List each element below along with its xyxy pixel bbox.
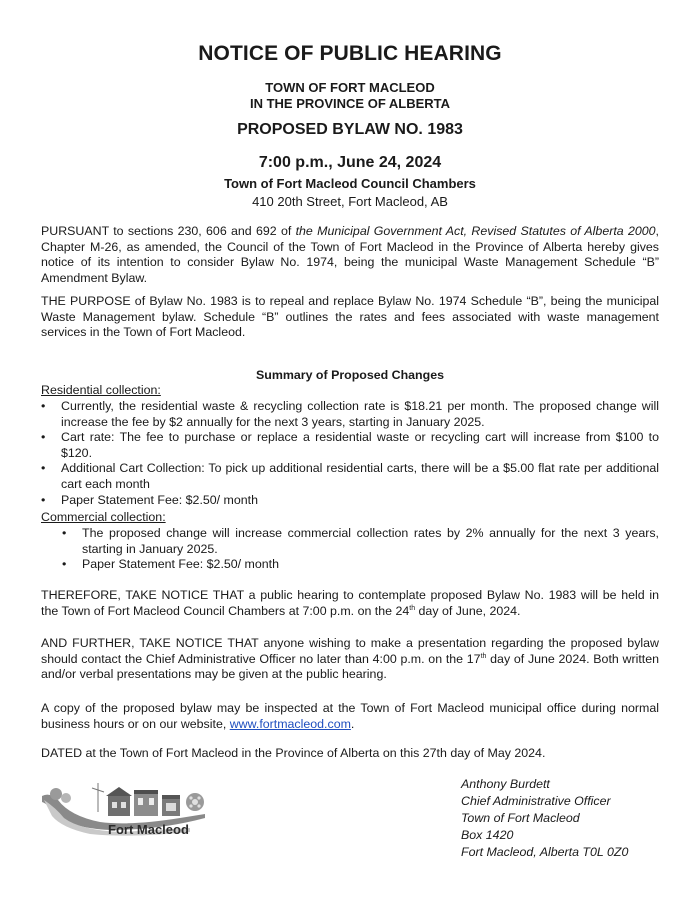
bullet-icon: • xyxy=(41,461,46,476)
signature-block xyxy=(461,776,628,861)
p5-text-a: A copy of the proposed bylaw may be inspected at the Town of Fort Macleod municipal office during normal business hours or on our website, xyxy=(41,701,659,731)
p3-text-b: day of June, 2024. xyxy=(415,603,521,618)
p4-text-b: day of June 2024. Both written and/or verbal presentations may be given at the public hearing. xyxy=(41,651,660,682)
town-heading xyxy=(0,80,700,112)
dated-paragraph: DATED at the Town of Fort Macleod in the Province of Alberta on this 27th day of May 2024. xyxy=(41,746,546,760)
list-item-text: Paper Statement Fee: $2.50/ month xyxy=(82,557,279,572)
inspection-paragraph xyxy=(41,701,659,732)
act-citation: the Municipal Government Act, Revised Statutes of Alberta 2000 xyxy=(295,224,656,238)
town-line-2: IN THE PROVINCE OF ALBERTA xyxy=(249,96,451,111)
p4-text-a: AND FURTHER, TAKE NOTICE THAT anyone wishing to make a presentation regarding the proposed bylaw should contact the Chief Administrative Officer no later than 4:00 p.m. on the 17 xyxy=(41,636,659,666)
p3-ordinal: th xyxy=(409,604,416,612)
list-item xyxy=(62,526,659,557)
bullet-icon: • xyxy=(41,430,46,445)
residential-heading: Residential collection: xyxy=(41,383,161,397)
p3-text-a: THEREFORE, TAKE NOTICE THAT a public hearing to contemplate proposed Bylaw No. 1983 will be held in the Town of Fort Macleod Council Chambers at 7:00 p.m. on the 24 xyxy=(41,588,659,618)
bullet-icon: • xyxy=(62,526,67,540)
hearing-time: 7:00 p.m., June 24, 2024 xyxy=(258,154,442,171)
list-item-text: The proposed change will increase commercial collection rates by 2% annually for the next 3 years, starting in January 2025. xyxy=(82,526,659,556)
p4-ordinal: th xyxy=(480,652,487,660)
purpose-paragraph: THE PURPOSE of Bylaw No. 1983 is to repeal and replace Bylaw No. 1974 Schedule “B”, being the municipal Waste Management bylaw. Schedule “B” outlines the rates and fees associated with waste management services in the Town of Fort Macleod. xyxy=(41,294,659,340)
further-paragraph xyxy=(41,636,659,683)
signatory-city: Fort Macleod, Alberta T0L 0Z0 xyxy=(461,845,629,859)
website-link[interactable]: www.fortmacleod.com xyxy=(229,716,351,731)
bullet-icon: • xyxy=(41,399,46,413)
p5-text-b: . xyxy=(350,716,355,731)
list-item-text: Additional Cart Collection: To pick up additional residential carts, there will be a $5.00 flat rate per additional cart each month xyxy=(61,461,659,491)
town-logo xyxy=(40,778,230,845)
commercial-heading: Commercial collection: xyxy=(41,510,166,524)
bullet-icon: • xyxy=(62,557,67,572)
bullet-icon: • xyxy=(41,492,46,507)
list-item-text: Cart rate: The fee to purchase or replace a residential waste or recycling cart will increase from $100 to $120. xyxy=(61,430,659,460)
p1-text-a: PURSUANT to sections 230, 606 and 692 of xyxy=(41,224,296,238)
signatory-name: Anthony Burdett xyxy=(461,777,550,791)
therefore-paragraph xyxy=(41,588,659,619)
list-item-text: Paper Statement Fee: $2.50/ month xyxy=(61,492,258,507)
bylaw-heading: PROPOSED BYLAW NO. 1983 xyxy=(237,121,463,138)
list-item xyxy=(41,430,659,461)
hearing-address: 410 20th Street, Fort Macleod, AB xyxy=(252,194,448,209)
commercial-list xyxy=(62,526,659,573)
list-item xyxy=(41,399,659,430)
list-item xyxy=(62,557,659,573)
list-item xyxy=(41,492,659,509)
residential-list xyxy=(41,399,659,508)
page-title: NOTICE OF PUBLIC HEARING xyxy=(198,42,502,65)
pursuant-paragraph xyxy=(41,224,659,286)
list-item-text: Currently, the residential waste & recycling collection rate is $18.21 per month. The proposed change will increase the fee by $2 annually for the next 3 years, starting in January 2025. xyxy=(61,399,659,429)
signatory-role: Chief Administrative Officer xyxy=(461,794,611,808)
hearing-venue: Town of Fort Macleod Council Chambers xyxy=(224,176,476,191)
p1-text-b: , Chapter M-26, as amended, the Council of the Town of Fort Macleod in the Province of Alberta hereby gives notice of its intention to consider Bylaw No. 1974, being the municipal Waste Management Schedule “B” Amendment Bylaw. xyxy=(41,224,659,285)
list-item xyxy=(41,461,659,492)
town-line-1: TOWN OF FORT MACLEOD xyxy=(265,80,435,95)
signatory-box: Box 1420 xyxy=(461,828,514,842)
signatory-org: Town of Fort Macleod xyxy=(461,811,580,825)
summary-heading: Summary of Proposed Changes xyxy=(256,368,444,382)
town-logo-graphic xyxy=(40,778,230,840)
logo-text: Fort Macleod xyxy=(108,822,189,837)
